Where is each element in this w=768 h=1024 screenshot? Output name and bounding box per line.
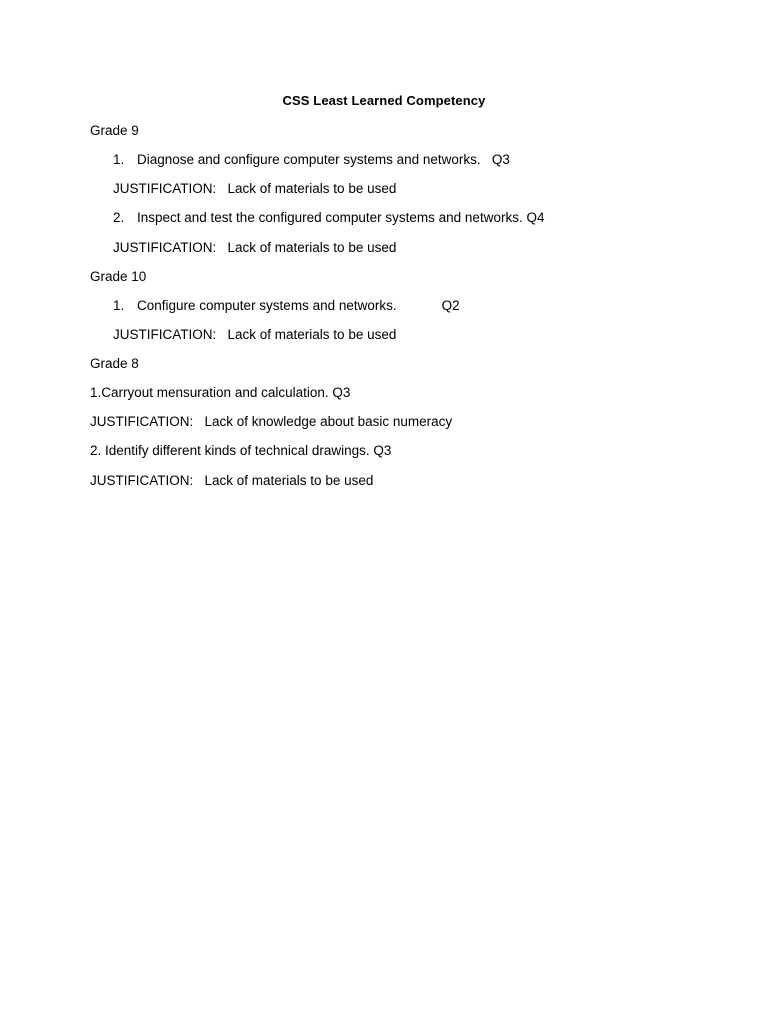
competency-text: Configure computer systems and networks. Q2 xyxy=(137,298,460,313)
competency-item xyxy=(113,152,510,168)
competency-item: 1.Carryout mensuration and calculation. Q3 xyxy=(90,385,351,400)
justification-spacer xyxy=(216,240,227,255)
section-heading-grade-10: Grade 10 xyxy=(90,269,147,284)
justification-label: JUSTIFICATION: xyxy=(113,327,217,342)
justification-line xyxy=(90,473,373,489)
justification-value: Lack of knowledge about basic numeracy xyxy=(204,414,453,429)
competency-text: Diagnose and configure computer systems and networks. Q3 xyxy=(137,152,510,167)
competency-text: Inspect and test the configured computer systems and networks. Q4 xyxy=(137,210,545,225)
justification-label: JUSTIFICATION: xyxy=(113,240,217,255)
section-heading-grade-9: Grade 9 xyxy=(90,123,139,138)
justification-line xyxy=(113,327,396,343)
justification-label: JUSTIFICATION: xyxy=(90,473,194,488)
justification-value: Lack of materials to be used xyxy=(204,473,374,488)
page-title: CSS Least Learned Competency xyxy=(282,93,486,108)
competency-item xyxy=(113,210,544,226)
justification-spacer xyxy=(216,327,227,342)
competency-item: 2. Identify different kinds of technical drawings. Q3 xyxy=(90,443,392,458)
competency-item xyxy=(113,298,460,314)
justification-spacer xyxy=(193,473,204,488)
justification-line xyxy=(90,414,452,430)
justification-value: Lack of materials to be used xyxy=(227,327,397,342)
justification-value: Lack of materials to be used xyxy=(227,181,397,196)
list-number: 1. xyxy=(113,152,125,167)
justification-line xyxy=(113,181,396,197)
list-number: 1. xyxy=(113,298,125,313)
list-number: 2. xyxy=(113,210,125,225)
justification-label: JUSTIFICATION: xyxy=(90,414,194,429)
justification-line xyxy=(113,240,396,256)
section-heading-grade-8: Grade 8 xyxy=(90,356,139,371)
justification-spacer xyxy=(193,414,204,429)
justification-label: JUSTIFICATION: xyxy=(113,181,217,196)
justification-value: Lack of materials to be used xyxy=(227,240,397,255)
justification-text xyxy=(216,181,227,196)
